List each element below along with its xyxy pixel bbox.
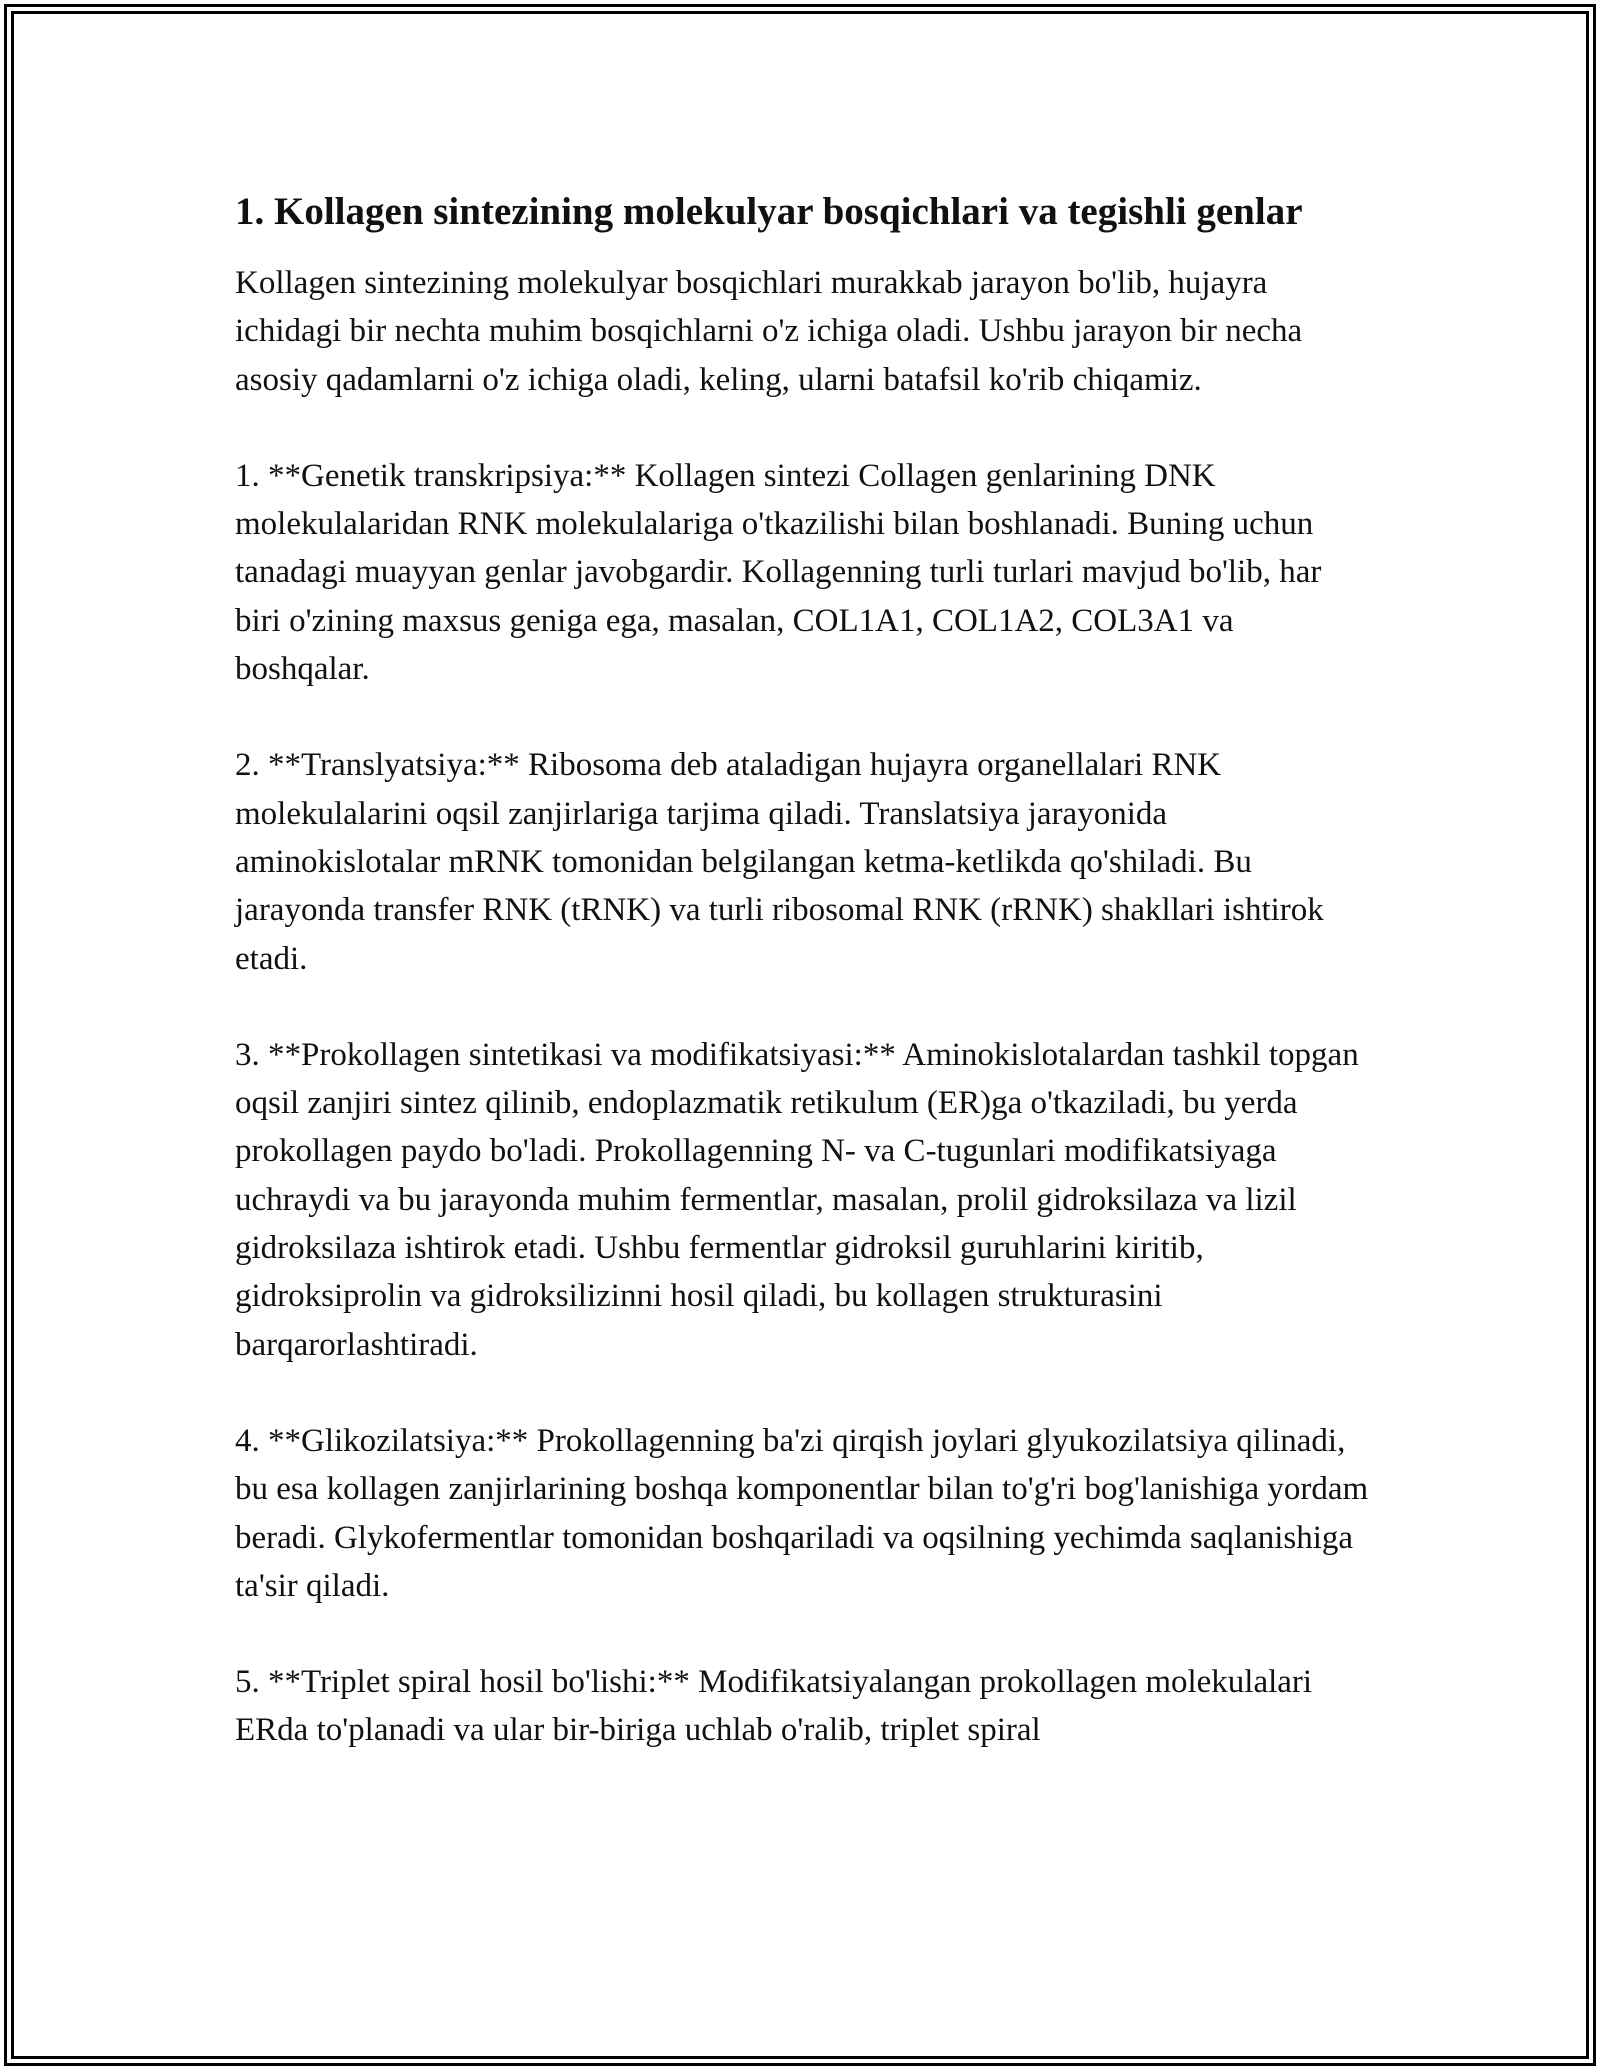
section-heading: 1. Kollagen sintezining molekulyar bosqichlari va tegishli genlar bbox=[235, 190, 1303, 233]
document-body bbox=[235, 185, 1375, 1803]
step-translation-paragraph: 2. **Translyatsiya:** Ribosoma deb ataladigan hujayra organellalari RNK molekulalarini oqsil zanjirlariga tarjima qiladi. Translatsiya jarayonida aminokislotalar mRNK tomonidan belgilangan ketma-ketlikda qo'shiladi. Bu jarayonda transfer RNK (tRNK) va turli ribosomal RNK (rRNK) shakllari ishtirok etadi. bbox=[235, 747, 1324, 977]
step-transcription-paragraph: 1. **Genetik transkripsiya:** Kollagen sintezi Collagen genlarining DNK molekulalaridan RNK molekulalariga o'tkazilishi bilan boshlanadi. Buning uchun tanadagi muayyan genlar javobgardir. Kollagenning turli turlari mavjud bo'lib, har biri o'zining maxsus geniga ega, masalan, COL1A1, COL1A2, COL3A1 va boshqalar. bbox=[235, 457, 1322, 688]
intro-paragraph: Kollagen sintezining molekulyar bosqichlari murakkab jarayon bo'lib, hujayra ichidagi bir nechta muhim bosqichlarni o'z ichiga oladi. Ushbu jarayon bir necha asosiy qadamlarni o'z ichiga oladi, keling, ularni batafsil ko'rib chiqamiz. bbox=[235, 265, 1303, 398]
step-triple-helix-paragraph: 5. **Triplet spiral hosil bo'lishi:** Modifikatsiyalangan prokollagen molekulalari ERda to'planadi va ular bir-biriga uchlab o'ralib, triplet spiral bbox=[235, 1664, 1313, 1749]
step-glycosylation-paragraph: 4. **Glikozilatsiya:** Prokollagenning ba'zi qirqish joylari glyukozilatsiya qilinadi, bu esa kollagen zanjirlarining boshqa komponentlar bilan to'g'ri bog'lanishiga yordam beradi. Glykofermentlar tomonidan boshqariladi va oqsilning yechimda saqlanishiga ta'sir qiladi. bbox=[235, 1422, 1369, 1604]
step-procollagen-paragraph: 3. **Prokollagen sintetikasi va modifikatsiyasi:** Aminokislotalardan tashkil topgan oqsil zanjiri sintez qilinib, endoplazmatik retikulum (ER)ga o'tkaziladi, bu yerda prokollagen paydo bo'ladi. Prokollagenning N- va C-tugunlari modifikatsiyaga uchraydi va bu jarayonda muhim fermentlar, masalan, prolil gidroksilaza va lizil gidroksilaza ishtirok etadi. Ushbu fermentlar gidroksil guruhlarini kiritib, gidroksiprolin va gidroksilizinni hosil qiladi, bu kollagen strukturasini barqarorlashtiradi. bbox=[235, 1036, 1359, 1363]
